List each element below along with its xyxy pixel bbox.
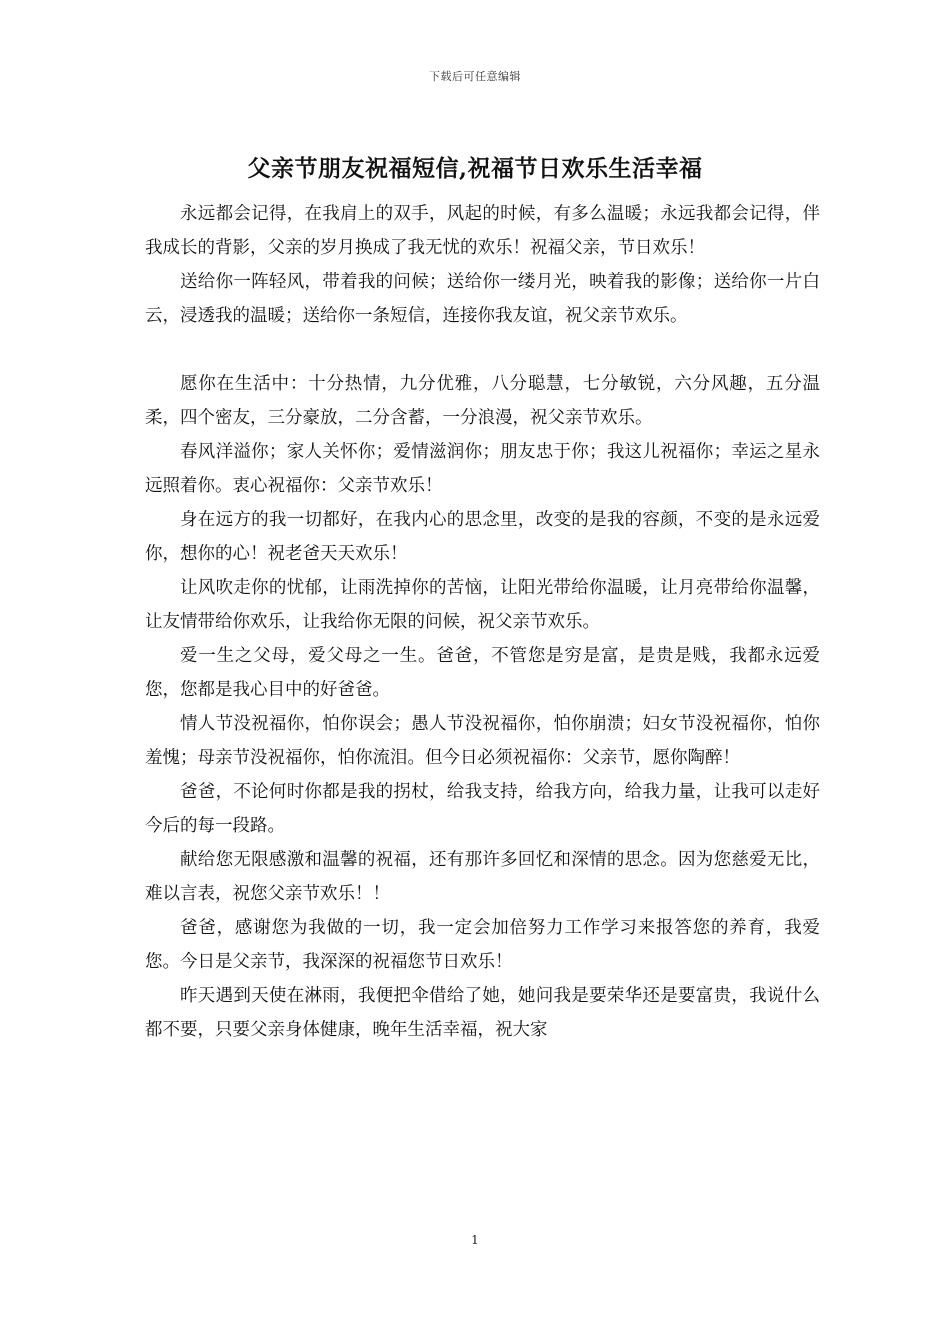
paragraph: 昨天遇到天使在淋雨，我便把伞借给了她，她问我是要荣华还是要富贵，我说什么都不要，只要父亲身体健康，晚年生活幸福，祝大家 [145,986,820,1040]
paragraph: 送给你一阵轻风，带着我的问候；送给你一缕月光，映着我的影像；送给你一片白云，浸透我的温暖；送给你一条短信，连接你我友谊，祝父亲节欢乐。 [145,272,820,326]
paragraph: 身在远方的我一切都好，在我内心的思念里，改变的是我的容颜，不变的是永远爱你，想你的心！祝老爸天天欢乐！ [145,510,820,564]
paragraph: 献给您无限感激和温馨的祝福，还有那许多回忆和深情的思念。因为您慈爱无比，难以言表，祝您父亲节欢乐！！ [145,850,820,904]
paragraph: 爱一生之父母，爱父母之一生。爸爸，不管您是穷是富，是贵是贱，我都永远爱您，您都是我心目中的好爸爸。 [145,646,820,700]
paragraph: 情人节没祝福你，怕你误会；愚人节没祝福你，怕你崩溃；妇女节没祝福你，怕你羞愧；母亲节没祝福你，怕你流泪。但今日必须祝福你：父亲节，愿你陶醉！ [145,714,820,768]
paragraph: 爸爸，不论何时你都是我的拐杖，给我支持，给我方向，给我力量，让我可以走好今后的每一段路。 [145,782,820,836]
page-number: 1 [471,1233,479,1247]
document-body [145,197,820,1047]
paragraph: 爸爸，感谢您为我做的一切，我一定会加倍努力工作学习来报答您的养育，我爱您。今日是父亲节，我深深的祝福您节日欢乐！ [145,918,820,972]
paragraph: 永远都会记得，在我肩上的双手，风起的时候，有多么温暖；永远我都会记得，伴我成长的背影，父亲的岁月换成了我无忧的欢乐！祝福父亲，节日欢乐！ [145,204,820,258]
paragraph: 愿你在生活中：十分热情，九分优雅，八分聪慧，七分敏锐，六分风趣，五分温柔，四个密友，三分豪放，二分含蓄，一分浪漫，祝父亲节欢乐。 [145,374,820,428]
header-note: 下载后可任意编辑 [429,70,521,83]
paragraph: 春风洋溢你；家人关怀你；爱情滋润你；朋友忠于你；我这儿祝福你；幸运之星永远照着你。衷心祝福你：父亲节欢乐！ [145,442,820,496]
document-title: 父亲节朋友祝福短信,祝福节日欢乐生活幸福 [247,155,703,182]
paragraph: 让风吹走你的忧郁，让雨洗掉你的苦恼，让阳光带给你温暖，让月亮带给你温馨，让友情带给你欢乐，让我给你无限的问候，祝父亲节欢乐。 [145,578,820,632]
